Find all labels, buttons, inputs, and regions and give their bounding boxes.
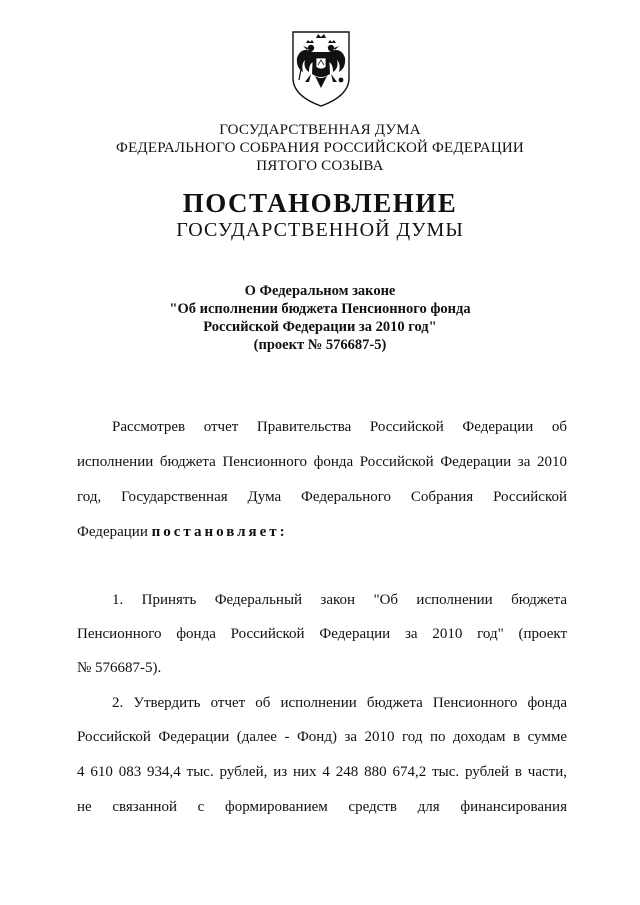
paragraph-1-line-2: исполнении бюджета Пенсионного фонда Российской Федерации за 2010 [77, 454, 567, 470]
paragraph-3-line-3: 4 610 083 934,4 тыс. рублей, из них 4 248 880 674,2 тыс. рублей в части, [77, 764, 567, 780]
paragraph-2-line-2: Пенсионного фонда Российской Федерации за 2010 год" (проект [77, 626, 567, 642]
subject-line-3: Российской Федерации за 2010 год" [203, 319, 437, 335]
paragraph-1-line-4 [77, 522, 567, 542]
paragraph-2-line-1: 1. Принять Федеральный закон "Об исполнении бюджета [112, 592, 567, 608]
document-issuer: ГОСУДАРСТВЕННОЙ ДУМЫ [176, 219, 464, 241]
subject-line-2: "Об исполнении бюджета Пенсионного фонда [169, 301, 471, 317]
resolves-emphasis: постановляет: [151, 524, 288, 540]
document-type-title: ПОСТАНОВЛЕНИЕ [182, 188, 458, 218]
coat-of-arms-emblem [289, 28, 353, 108]
paragraph-2-line-3: № 576687-5). [77, 660, 162, 676]
paragraph-3-line-1: 2. Утвердить отчет об исполнении бюджета Пенсионного фонда [112, 695, 567, 711]
paragraph-1-line-3: год, Государственная Дума Федерального Собрания Российской [77, 489, 567, 505]
subject-line-1: О Федеральном законе [244, 283, 396, 299]
paragraph-3-line-4: не связанной с формированием средств для финансирования [77, 799, 567, 815]
paragraph-1-line-1: Рассмотрев отчет Правительства Российской Федерации об [112, 419, 567, 435]
header-duma-name: ГОСУДАРСТВЕННАЯ ДУМА [219, 122, 421, 138]
paragraph-3-line-2: Российской Федерации (далее - Фонд) за 2010 год по доходам в сумме [77, 729, 567, 745]
header-convocation: ПЯТОГО СОЗЫВА [256, 158, 384, 174]
header-federal-assembly: ФЕДЕРАЛЬНОГО СОБРАНИЯ РОССИЙСКОЙ ФЕДЕРАЦИИ [116, 140, 524, 156]
paragraph-1-line-4-start: Федерации [77, 524, 148, 540]
subject-line-4: (проект № 576687-5) [253, 337, 387, 353]
